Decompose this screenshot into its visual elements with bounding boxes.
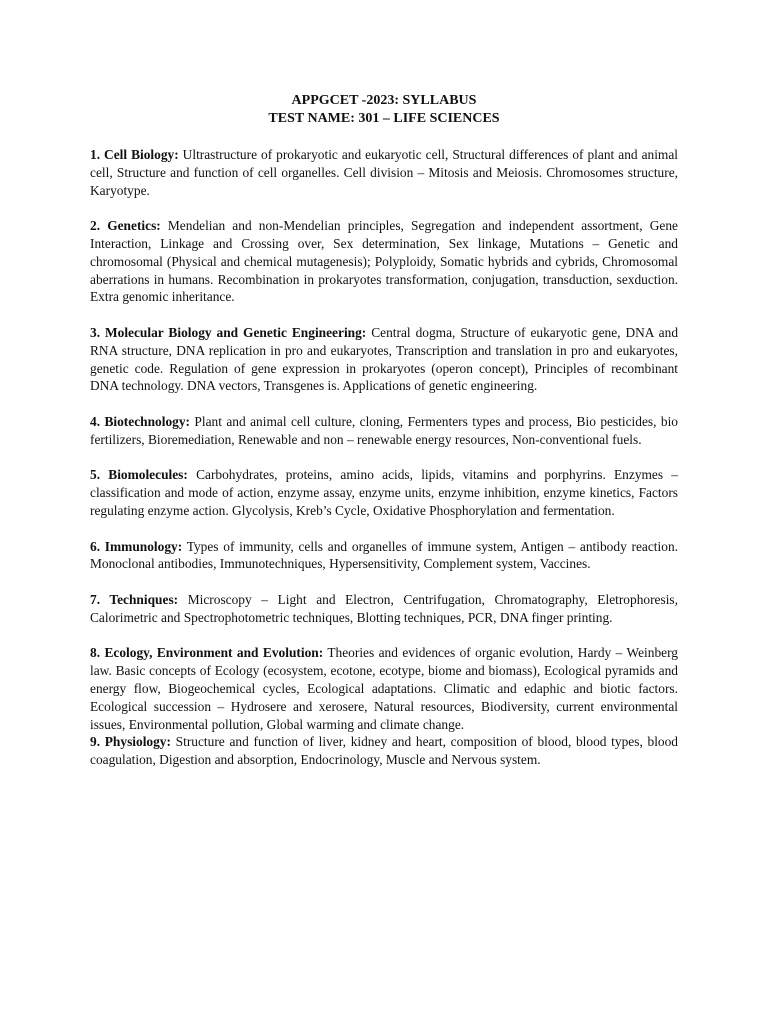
- section-biotechnology: [90, 413, 678, 449]
- section-heading: 9. Physiology:: [90, 734, 171, 750]
- section-biomolecules: [90, 466, 678, 519]
- section-text: Mendelian and non-Mendelian principles, Segregation and independent assortment, Gene Interaction, Linkage and Crossing over, Sex determination, Sex linkage, Mutations – Genetic and chromosomal (Physical and chemical mutagenesis); Polyploidy, Somatic hybrids and cybrids, Chromosomal aberrations in humans. Recombination in prokaryotes transformation, conjugation, transduction, sexduction. Extra genomic inheritance.: [90, 218, 679, 305]
- section-techniques: [90, 591, 678, 627]
- section-text: Central dogma, Structure of eukaryotic gene, DNA and RNA structure, DNA replication in pro and eukaryotes, Transcription and translation in pro and eukaryotes, genetic code. Regulation of gene expression in prokaryotes (operon concept), Principles of recombinant DNA technology. DNA vectors, Transgenes is. Applications of genetic engineering.: [90, 324, 679, 394]
- section-heading: 4. Biotechnology:: [90, 413, 191, 429]
- document-title: APPGCET -2023: SYLLABUS: [291, 93, 477, 108]
- section-immunology: [90, 538, 678, 574]
- section-text: Carbohydrates, proteins, amino acids, lipids, vitamins and porphyrins. Enzymes – classification and mode of action, enzyme assay, enzyme units, enzyme inhibition, enzyme kinetics, Factors regulating enzyme action. Glycolysis, Kreb’s Cycle, Oxidative Phosphorylation and fermentation.: [90, 467, 678, 518]
- section-text: Ultrastructure of prokaryotic and eukaryotic cell, Structural differences of plant and animal cell, Structure and function of cell organelles. Cell division – Mitosis and Meiosis. Chromosomes structure, Karyotype.: [90, 147, 679, 198]
- section-heading: 1. Cell Biology:: [90, 147, 179, 162]
- document-page: [90, 92, 678, 787]
- section-physiology: [90, 733, 678, 769]
- section-text: Microscopy – Light and Electron, Centrifugation, Chromatography, Eletrophoresis, Calorimetric and Spectrophotometric techniques, Blotting techniques, PCR, DNA finger printing.: [90, 591, 678, 625]
- section-heading: 5. Biomolecules:: [90, 467, 188, 483]
- title-block: [90, 92, 678, 128]
- section-heading: 8. Ecology, Environment and Evolution:: [90, 645, 324, 661]
- section-heading: 3. Molecular Biology and Genetic Engineering:: [90, 324, 367, 340]
- section-genetics: [90, 217, 678, 306]
- section-heading: 7. Techniques:: [90, 591, 179, 607]
- test-name-title: TEST NAME: 301 – LIFE SCIENCES: [268, 111, 500, 126]
- section-text: Types of immunity, cells and organelles of immune system, Antigen – antibody reaction. Monoclonal antibodies, Immunotechniques, Hypersensitivity, Complement system, Vaccines.: [90, 538, 678, 572]
- section-cell-biology: [90, 146, 678, 199]
- section-heading: 2. Genetics:: [90, 218, 161, 234]
- section-text: Theories and evidences of organic evolution, Hardy – Weinberg law. Basic concepts of Ecology (ecosystem, ecotone, ecotype, biome and biomass), Ecological pyramids and energy flow, Biogeochemical cycles, Ecological adaptations. Climatic and edaphic and biotic factors. Ecological succession – Hydrosere and xerosere, Natural resources, Biodiversity, current environmental issues, Environmental pollution, Global warming and climate change.: [90, 645, 679, 732]
- section-text: Structure and function of liver, kidney and heart, composition of blood, blood types, blood coagulation, Digestion and absorption, Endocrinology, Muscle and Nervous system.: [90, 734, 678, 768]
- section-molecular-biology: [90, 324, 678, 395]
- section-ecology: [90, 644, 678, 733]
- section-heading: 6. Immunology:: [90, 538, 183, 554]
- section-text: Plant and animal cell culture, cloning, Fermenters types and process, Bio pesticides, bio fertilizers, Bioremediation, Renewable and non – renewable energy resources, Non-conventional fuels.: [90, 413, 678, 447]
